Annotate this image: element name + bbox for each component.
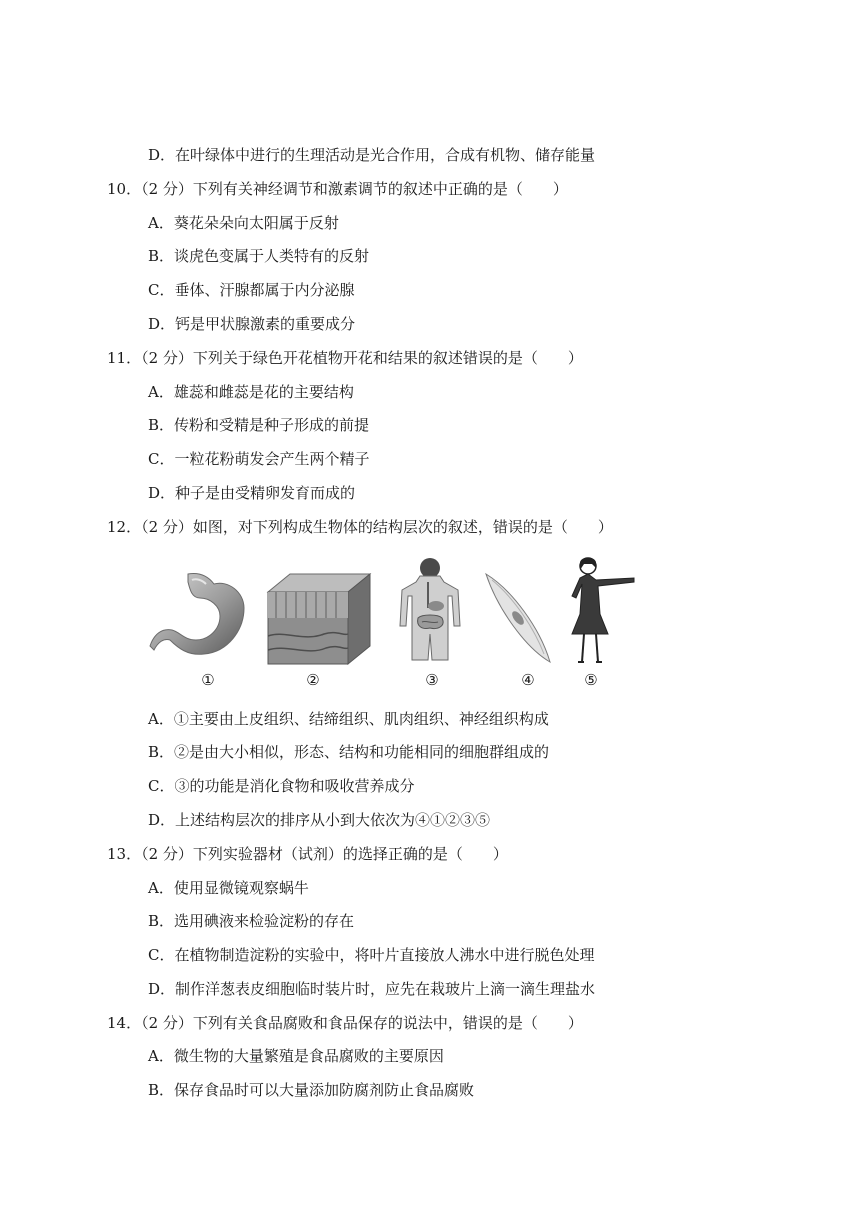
q12-option-a: A．①主要由上皮组织、结缔组织、肌肉组织、神经组织构成 <box>148 710 549 728</box>
q13-option-d: D．制作洋葱表皮细胞临时装片时，应先在栽玻片上滴一滴生理盐水 <box>148 980 596 998</box>
q13-option-b: B．选用碘液来检验淀粉的存在 <box>148 912 355 930</box>
figure-label-5: ⑤ <box>584 671 598 689</box>
q11-option-d: D．种子是由受精卵发育而成的 <box>148 484 356 502</box>
q14-option-b: B．保存食品时可以大量添加防腐剂防止食品腐败 <box>148 1081 475 1099</box>
q11-stem: 11．（2 分）下列关于绿色开花植物开花和结果的叙述错误的是（ ） <box>107 349 583 367</box>
q11-option-b: B．传粉和受精是种子形成的前提 <box>148 416 370 434</box>
figure-label-4: ④ <box>521 671 535 689</box>
person-image <box>568 554 638 668</box>
stomach-image <box>148 568 248 668</box>
q9-option-d: D．在叶绿体中进行的生理活动是光合作用，合成有机物、储存能量 <box>148 146 596 164</box>
q12-stem: 12．（2 分）如图，对下列构成生物体的结构层次的叙述，错误的是（ ） <box>107 518 613 536</box>
q13-option-c: C．在植物制造淀粉的实验中，将叶片直接放人沸水中进行脱色处理 <box>148 946 595 964</box>
figure-label-2: ② <box>306 671 320 689</box>
human-digestive-system-image <box>392 556 468 668</box>
q10-option-b: B．谈虎色变属于人类特有的反射 <box>148 247 370 265</box>
q10-option-c: C．垂体、汗腺都属于内分泌腺 <box>148 281 355 299</box>
spindle-cell-image <box>482 570 554 666</box>
tissue-block-image <box>264 570 374 666</box>
q12-option-c: C．③的功能是消化食物和吸收营养成分 <box>148 777 415 795</box>
structure-levels-figure <box>148 548 638 698</box>
q12-option-b: B．②是由大小相似，形态、结构和功能相同的细胞群组成的 <box>148 743 550 761</box>
q13-stem: 13．（2 分）下列实验器材（试剂）的选择正确的是（ ） <box>107 845 508 863</box>
q14-stem: 14．（2 分）下列有关食品腐败和食品保存的说法中，错误的是（ ） <box>107 1014 583 1032</box>
q13-option-a: A．使用显微镜观察蜗牛 <box>148 879 309 897</box>
q11-option-a: A．雄蕊和雌蕊是花的主要结构 <box>148 383 354 401</box>
figure-label-3: ③ <box>425 671 439 689</box>
q14-option-a: A．微生物的大量繁殖是食品腐败的主要原因 <box>148 1047 444 1065</box>
q10-option-d: D．钙是甲状腺激素的重要成分 <box>148 315 356 333</box>
q10-stem: 10．（2 分）下列有关神经调节和激素调节的叙述中正确的是（ ） <box>107 180 568 198</box>
q11-option-c: C．一粒花粉萌发会产生两个精子 <box>148 450 370 468</box>
figure-label-1: ① <box>201 671 215 689</box>
q12-option-d: D．上述结构层次的排序从小到大依次为④①②③⑤ <box>148 811 491 829</box>
q10-option-a: A．葵花朵朵向太阳属于反射 <box>148 214 339 232</box>
